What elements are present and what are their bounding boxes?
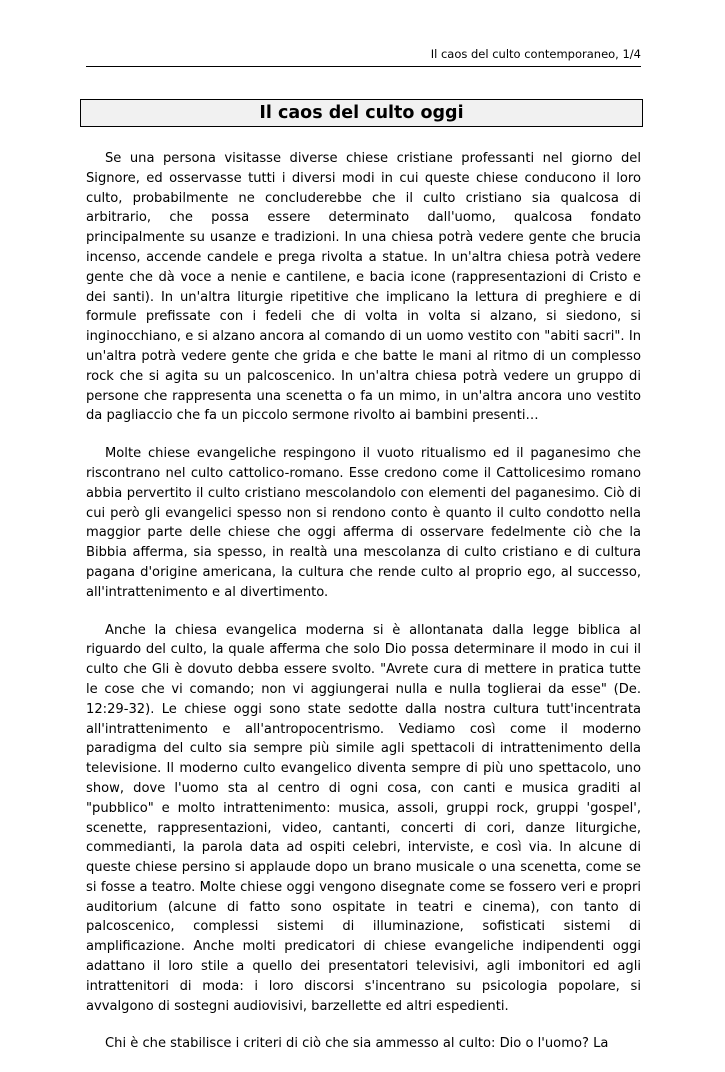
paragraph-3: Anche la chiesa evangelica moderna si è allontanata dalla legge biblica al riguardo del culto, la quale afferma che solo Dio possa determinare il modo in cui il culto che Gli è dovuto debba essere svolto. "Avrete cura di mettere in pratica tutte le cose che vi comando; non vi aggiungerai nulla e nulla toglierai da esse" (De. 12:29-32). Le chiese oggi sono state sedotte dalla nostra cultura tutt'incentrata all'intrattenimento e all'antropocentrismo. Vediamo così come il moderno paradigma del culto sia sempre più simile agli spettacoli di intrattenimento della televisione. Il moderno culto evangelico diventa sempre di più uno spettacolo, uno show, dove l'uomo sta al centro di ogni cosa, con canti e musica graditi al "pubblico" e molto intrattenimento: musica, assoli, gruppi rock, gruppi 'gospel', scenette, rappresentazioni, video, cantanti, concerti di cori, danze liturgiche, commedianti, la parola data ad ospiti celebri, interviste, e così via. In alcune di queste chiese persino si applaude dopo un brano musicale o una scenetta, come se si fosse a teatro. Molte chiese oggi vengono disegnate come se fossero veri e propri auditorium (alcune di fatto sono ospitate in teatri e cinema), con tanto di palcoscenico, complessi sistemi di illuminazione, sofisticati sistemi di amplificazione. Anche molti predicatori di chiese evangeliche indipendenti oggi adattano il loro stile a quello dei presentatori televisivi, agli imbonitori ed agli intrattenitori di moda: i loro discorsi s'incentrano su psicologia popolare, si avvalgono di sostegni audiovisivi, barzellette ed altri espedienti. bbox=[86, 622, 641, 1014]
paragraph-4: Chi è che stabilisce i criteri di ciò che sia ammesso al culto: Dio o l'uomo? La bbox=[105, 1036, 609, 1052]
document-body bbox=[86, 149, 641, 1072]
paragraph-1: Se una persona visitasse diverse chiese cristiane professanti nel giorno del Signore, ed osservasse tutti i diversi modi in cui queste chiese conducono il loro culto, probabilmente ne concluderebbe che il culto cristiano sia qualcosa di arbitrario, che possa essere determinato dall'uomo, qualcosa fondato principalmente su usanze e tradizioni. In una chiesa potrà vedere gente che brucia incenso, accende candele e prega rivolta a statue. In un'altra chiesa potrà vedere gente che dà voce a nenie e cantilene, e bacia icone (rappresentazioni di Cristo e dei santi). In un'altra liturgie ripetitive che implicano la lettura di preghiere e di formule prefissate con i fedeli che di volta in volta si alzano, si siedono, si inginocchiano, e si alzano ancora al comando di un uomo vestito con "abiti sacri". In un'altra potrà vedere gente che grida e che batte le mani al ritmo di un complesso rock che si agita su un palcoscenico. In un'altra chiesa potrà vedere un gruppo di persone che rappresenta una scenetta o fa un mimo, in un'altra ancora uno vestito da pagliaccio che fa un piccolo sermone rivolto ai bambini presenti… bbox=[86, 151, 641, 424]
page-title: Il caos del culto oggi bbox=[80, 99, 643, 127]
paragraph-2: Molte chiese evangeliche respingono il vuoto ritualismo ed il paganesimo che riscontrano nel culto cattolico-romano. Esse credono come il Cattolicesimo romano abbia pervertito il culto cristiano mescolandolo con elementi del paganesimo. Ciò di cui però gli evangelici spesso non si rendono conto è quanto il culto condotto nella maggior parte delle chiese che oggi afferma di osservare fedelmente ciò che la Bibbia afferma, sia spesso, in realtà una mescolanza di culto cristiano e di cultura pagana d'origine americana, la cultura che rende culto al proprio ego, al successo, all'intrattenimento e al divertimento. bbox=[86, 446, 641, 600]
header-rule bbox=[86, 66, 641, 67]
running-header: Il caos del culto contemporaneo, 1/4 bbox=[430, 47, 641, 61]
